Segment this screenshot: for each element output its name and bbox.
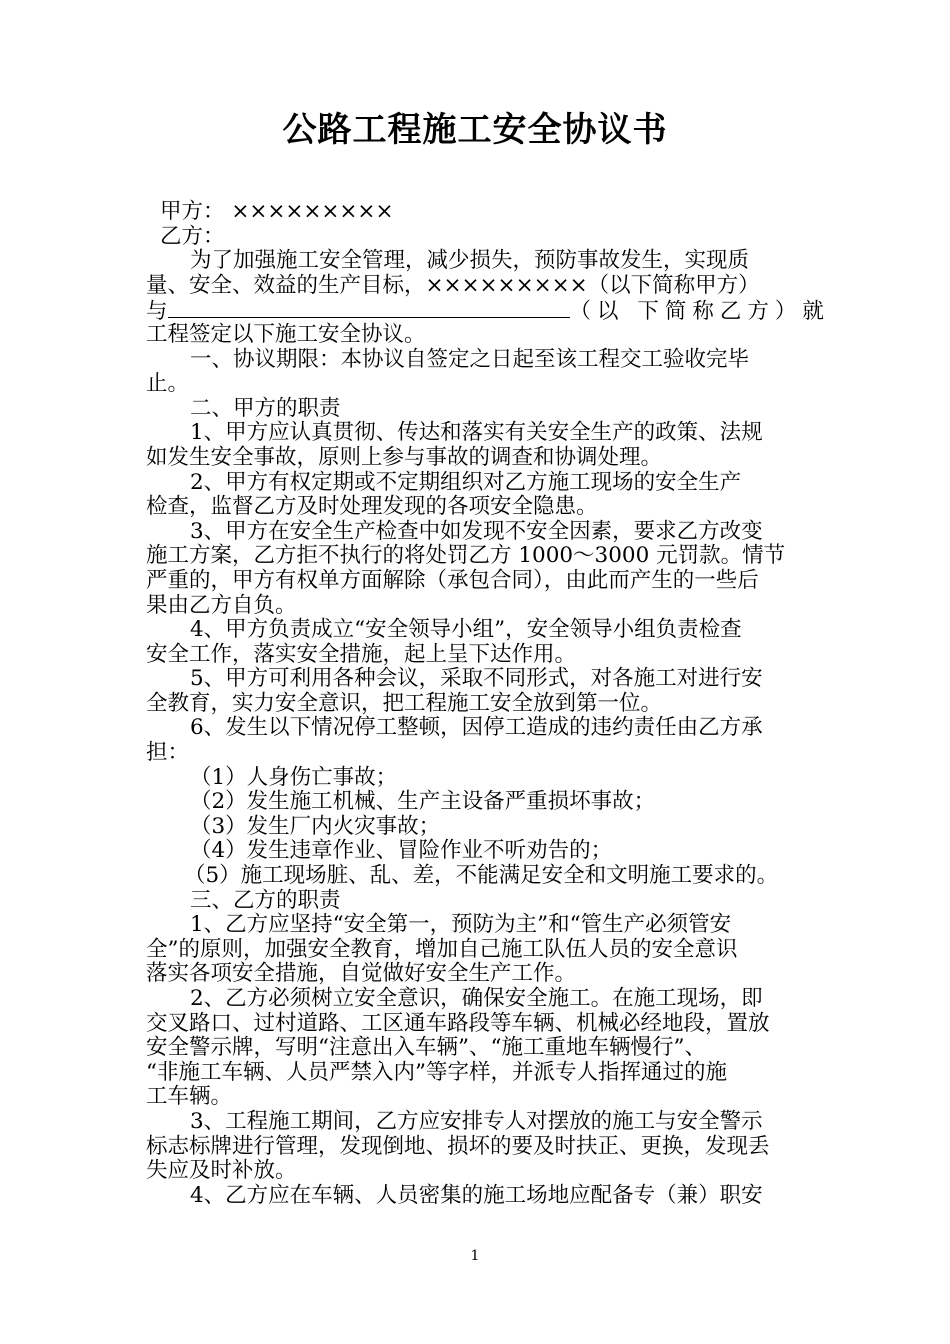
paragraph-line: “非施工车辆、人员严禁入内”等字样，并派专人指挥通过的施 xyxy=(146,1059,727,1085)
paragraph-line: 检查，监督乙方及时处理发现的各项安全隐患。 xyxy=(146,494,598,520)
document-title: 公路工程施工安全协议书 xyxy=(282,110,668,150)
paragraph-line: 标志标牌进行管理，发现倒地、损坏的要及时扶正、更换，发现丢 xyxy=(146,1133,770,1159)
paragraph-line: 1、甲方应认真贯彻、传达和落实有关安全生产的政策、法规 xyxy=(190,420,763,446)
paragraph-line: 1、乙方应坚持“安全第一，预防为主”和“管生产必须管安 xyxy=(190,912,732,938)
paragraph-text: 与 xyxy=(146,299,168,325)
paragraph-line: 安全工作，落实安全措施，起上呈下达作用。 xyxy=(146,641,577,667)
party-b-name-blank xyxy=(168,298,570,318)
paragraph-line: 6、发生以下情况停工整顿，因停工造成的违约责任由乙方承 xyxy=(190,715,763,741)
paragraph-line: 交叉路口、过村道路、工区通车路段等车辆、机械必经地段，置放 xyxy=(146,1010,770,1036)
paragraph-line: 5、甲方可利用各种会议，采取不同形式，对各施工对进行安 xyxy=(190,666,763,692)
paragraph-line: 严重的，甲方有权单方面解除（承包合同），由此而产生的一些后 xyxy=(146,567,759,593)
paragraph-line: 4、乙方应在车辆、人员密集的施工场地应配备专（兼）职安 xyxy=(190,1182,763,1208)
section-heading: 二、甲方的职责 xyxy=(190,395,341,421)
list-item: （4）发生违章作业、冒险作业不听劝告的； xyxy=(190,838,613,864)
list-item: （1）人身伤亡事故； xyxy=(190,764,398,790)
paragraph-line: 3、工程施工期间，乙方应安排专人对摆放的施工与安全警示 xyxy=(190,1108,763,1134)
paragraph-line: 3、甲方在安全生产检查中如发现不安全因素，要求乙方改变 xyxy=(190,518,763,544)
paragraph-line: 如发生安全事故，原则上参与事故的调查和协调处理。 xyxy=(146,444,663,470)
paragraph-line: 2、甲方有权定期或不定期组织对乙方施工现场的安全生产 xyxy=(190,469,742,495)
section-heading: 一、协议期限：本协议自签定之日起至该工程交工验收完毕 xyxy=(190,346,750,372)
paragraph-line: 全”的原则，加强安全教育，增加自己施工队伍人员的安全意识 xyxy=(146,936,738,962)
list-item: （2）发生施工机械、生产主设备严重损坏事故； xyxy=(190,789,656,815)
paragraph-text: （以 下简称乙方）就 xyxy=(569,299,830,325)
paragraph-line: 工车辆。 xyxy=(146,1084,233,1110)
section-heading: 三、乙方的职责 xyxy=(190,887,341,913)
paragraph-line: 2、乙方必须树立安全意识，确保安全施工。在施工现场，即 xyxy=(190,986,763,1011)
paragraph-line: 果由乙方自负。 xyxy=(146,592,297,618)
list-item: （5）施工现场脏、乱、差，不能满足安全和文明施工要求的。 xyxy=(184,863,779,889)
party-b-line: 乙方： xyxy=(160,223,225,249)
paragraph-line: 安全警示牌，写明“注意出入车辆”、“施工重地车辆慢行”、 xyxy=(146,1035,706,1061)
paragraph-line: 为了加强施工安全管理，减少损失，预防事故发生，实现质 xyxy=(190,248,750,274)
paragraph-line: 失应及时补放。 xyxy=(146,1158,297,1184)
list-item: （3）发生厂内火灾事故； xyxy=(190,813,441,839)
paragraph-line: 4、甲方负责成立“安全领导小组”，安全领导小组负责检查 xyxy=(190,617,742,643)
party-a-line: 甲方： ××××××××× xyxy=(160,199,394,224)
document-body xyxy=(146,199,830,1208)
paragraph-line-with-blank xyxy=(146,298,830,325)
paragraph-line: 施工方案，乙方拒不执行的将处罚乙方 1000～3000 元罚款。情节 xyxy=(146,543,786,569)
paragraph-line: 工程签定以下施工安全协议。 xyxy=(146,321,426,347)
paragraph-line: 量、安全、效益的生产目标，×××××××××（以下简称甲方） xyxy=(146,272,760,298)
paragraph-line: 止。 xyxy=(146,371,190,397)
paragraph-line: 担： xyxy=(146,740,190,766)
paragraph-line: 落实各项安全措施，自觉做好安全生产工作。 xyxy=(146,961,577,987)
paragraph-line: 全教育，实力安全意识，把工程施工安全放到第一位。 xyxy=(146,690,663,716)
page-number: 1 xyxy=(470,1248,480,1264)
